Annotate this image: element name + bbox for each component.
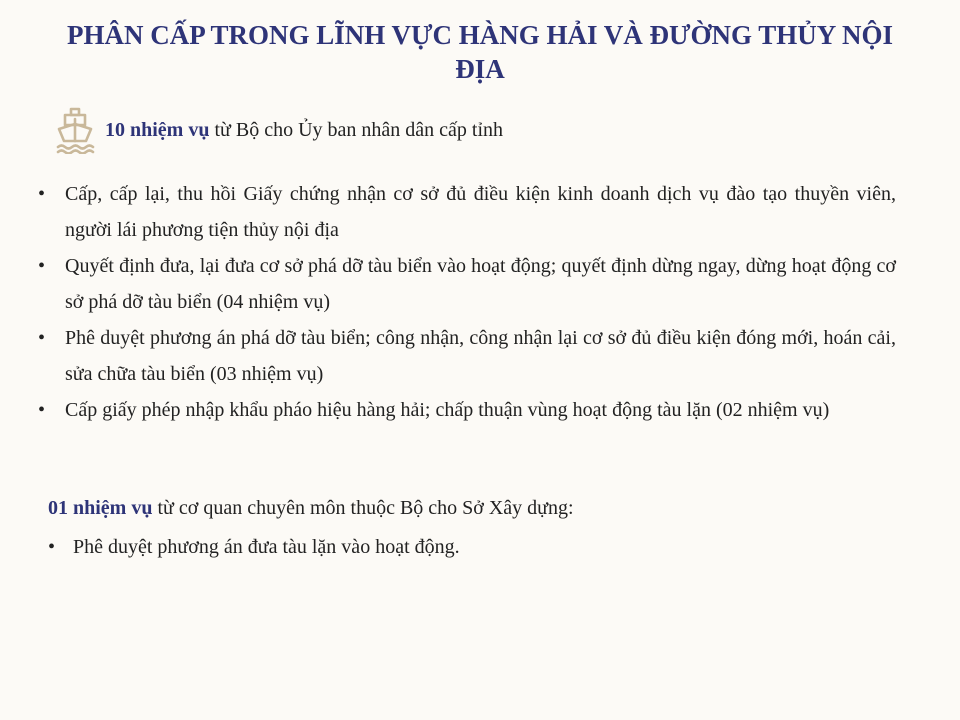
list-item <box>38 392 896 428</box>
section-2-description: từ cơ quan chuyên môn thuộc Bộ cho Sở Xây dựng: <box>152 497 574 519</box>
section-1-description: từ Bộ cho Ủy ban nhân dân cấp tỉnh <box>209 119 504 141</box>
list-item <box>48 530 888 564</box>
list-item-text: Quyết định đưa, lại đưa cơ sở phá dỡ tàu biển vào hoạt động; quyết định dừng ngay, dừng hoạt động cơ sở phá dỡ tàu biển (04 nhiệm vụ) <box>65 255 896 313</box>
bullet-icon: • <box>38 327 46 349</box>
ship-icon <box>55 106 95 154</box>
list-item <box>38 176 896 248</box>
list-item-text: Cấp, cấp lại, thu hồi Giấy chứng nhận cơ sở đủ điều kiện kinh doanh dịch vụ đào tạo thuyền viên, người lái phương tiện thủy nội địa <box>65 183 896 241</box>
section-2-heading <box>48 492 574 524</box>
section-2-count: 01 nhiệm vụ <box>48 497 153 519</box>
section-1-bullet-list <box>38 176 896 428</box>
slide-title: PHÂN CẤP TRONG LĨNH VỰC HÀNG HẢI VÀ ĐƯỜNG THỦY NỘI ĐỊA <box>66 20 894 84</box>
list-item-text: Phê duyệt phương án phá dỡ tàu biển; công nhận, công nhận lại cơ sở đủ điều kiện đóng mới, hoán cải, sửa chữa tàu biển (03 nhiệm vụ) <box>65 327 896 385</box>
bullet-icon: • <box>38 183 46 205</box>
section-1-heading <box>55 106 503 154</box>
bullet-icon: • <box>38 255 46 277</box>
list-item <box>38 248 896 320</box>
section-2-bullet-list <box>48 530 888 564</box>
bullet-icon: • <box>38 399 46 421</box>
section-1-count: 10 nhiệm vụ <box>105 119 210 141</box>
list-item <box>38 320 896 392</box>
bullet-icon: • <box>48 536 56 558</box>
list-item-text: Cấp giấy phép nhập khẩu pháo hiệu hàng hải; chấp thuận vùng hoạt động tàu lặn (02 nhiệm vụ) <box>65 399 830 421</box>
section-1-heading-text <box>105 116 503 144</box>
list-item-text: Phê duyệt phương án đưa tàu lặn vào hoạt động. <box>73 536 460 558</box>
